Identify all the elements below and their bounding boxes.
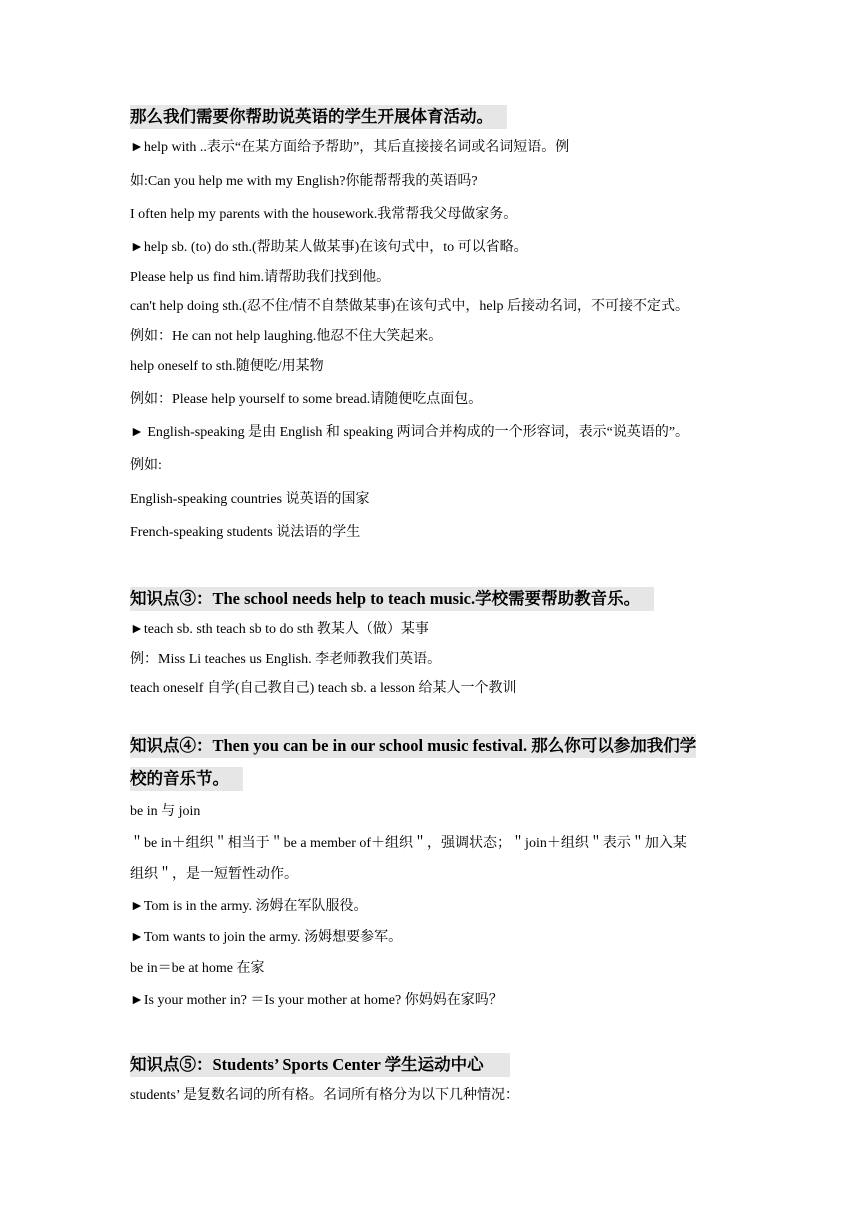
section-heading-cont — [130, 767, 243, 791]
text-line: ＂be in＋组织＂相当于＂be a member of＋组织＂，强调状态；＂join＋组织＂表示＂加入某 — [130, 836, 687, 851]
text-line: teach oneself 自学(自己教自己) teach sb. a lesson 给某人一个教训 — [130, 681, 517, 696]
heading-text: 那么我们需要你帮助说英语的学生开展体育活动。 — [130, 105, 507, 129]
text-line: ►help sb. (to) do sth.(帮助某人做某事)在该句式中，to 可以省略。 — [130, 240, 528, 255]
heading-text: 知识点④：Then you can be in our school music festival. 那么你可以参加我们学 — [130, 734, 696, 758]
section-heading — [130, 587, 654, 611]
text-line: ►Is your mother in? ＝Is your mother at home? 你妈妈在家吗？ — [130, 993, 503, 1008]
text-line: ►Tom is in the army. 汤姆在军队服役。 — [130, 899, 368, 914]
text-line: 例如: — [130, 458, 162, 473]
text-line: help oneself to sth.随便吃/用某物 — [130, 359, 324, 374]
text-line: 如:Can you help me with my English?你能帮帮我的英语吗? — [130, 174, 478, 189]
heading-text: 校的音乐节。 — [130, 767, 243, 791]
section-heading — [130, 105, 507, 129]
text-line: 例如：Please help yourself to some bread.请随便吃点面包。 — [130, 392, 483, 407]
heading-text: 知识点③：The school needs help to teach music.学校需要帮助教音乐。 — [130, 587, 654, 611]
section-heading — [130, 1053, 510, 1077]
heading-text: 知识点⑤：Students’ Sports Center 学生运动中心 — [130, 1053, 510, 1077]
text-line: Please help us find him.请帮助我们找到他。 — [130, 270, 391, 285]
text-line: 例：Miss Li teaches us English. 李老师教我们英语。 — [130, 652, 442, 667]
text-line: students’ 是复数名词的所有格。名词所有格分为以下几种情况： — [130, 1088, 520, 1103]
text-line: I often help my parents with the housework.我常帮我父母做家务。 — [130, 207, 518, 222]
text-line: French-speaking students 说法语的学生 — [130, 525, 361, 540]
text-line: ► English-speaking 是由 English 和 speaking 两词合并构成的一个形容词，表示“说英语的”。 — [130, 425, 690, 440]
text-line: can't help doing sth.(忍不住/情不自禁做某事)在该句式中，help 后接动名词，不可接不定式。 — [130, 299, 689, 314]
text-line: ►Tom wants to join the army. 汤姆想要参军。 — [130, 930, 403, 945]
text-line: be in 与 join — [130, 804, 201, 819]
text-line: English-speaking countries 说英语的国家 — [130, 492, 370, 507]
text-line: ►help with ..表示“在某方面给予帮助”，其后直接接名词或名词短语。例 — [130, 140, 570, 155]
text-line: ►teach sb. sth teach sb to do sth 教某人（做）某事 — [130, 622, 429, 637]
section-heading — [130, 734, 696, 758]
text-line: be in＝be at home 在家 — [130, 961, 265, 976]
text-line: 例如：He can not help laughing.他忍不住大笑起来。 — [130, 329, 443, 344]
text-line: 组织＂，是一短暂性动作。 — [130, 867, 298, 882]
